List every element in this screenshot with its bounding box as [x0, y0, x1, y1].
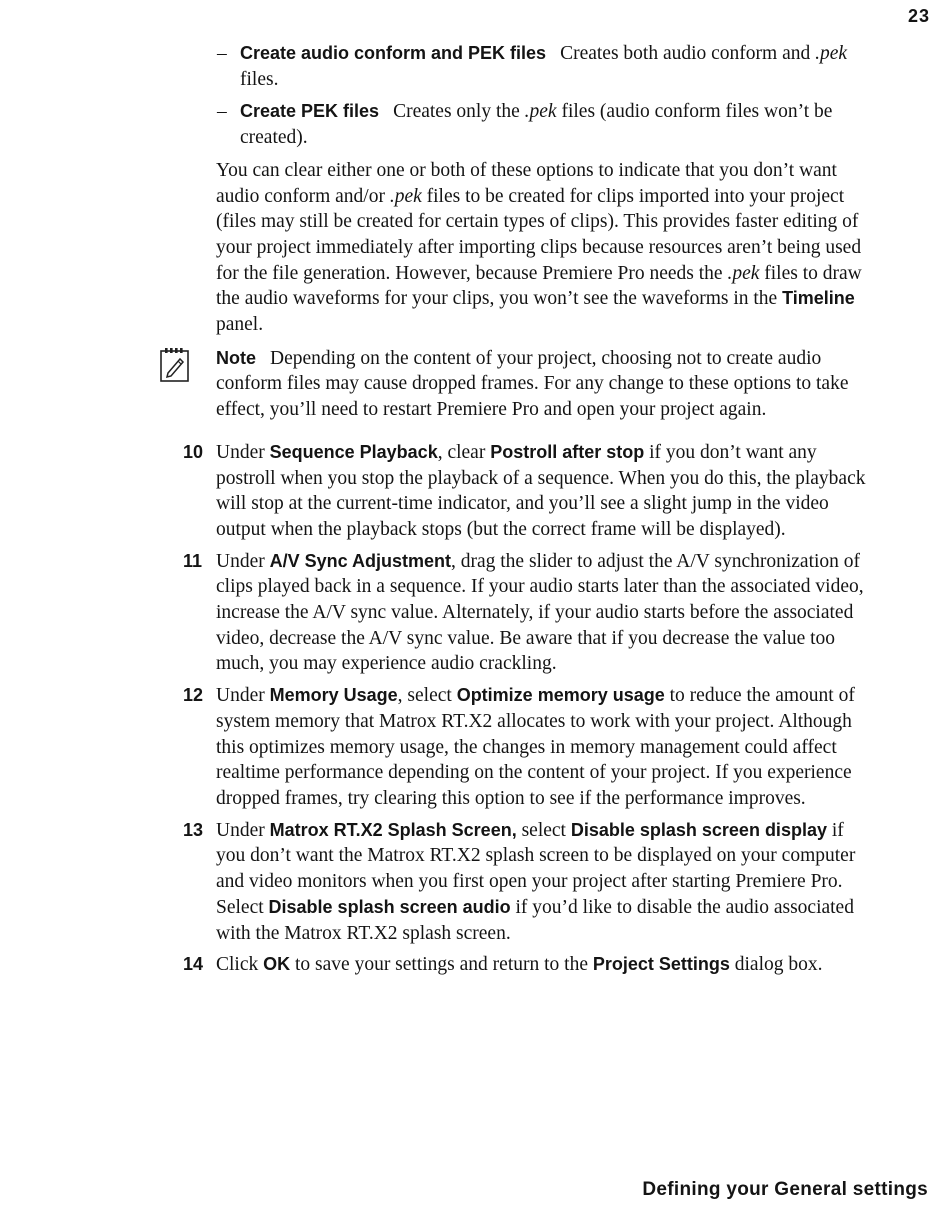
ui-term: Timeline: [782, 288, 855, 309]
step-text: Under: [216, 550, 270, 572]
ui-term: Postroll after stop: [490, 441, 645, 462]
step-text: dialog box.: [729, 954, 823, 976]
ui-term: Optimize memory usage: [456, 685, 665, 706]
step-text: to reduce the amount of system memory that Matrox RT.X2 allocates to work with your project. Although this optimizes memory usage, the changes in memory management could affect realtime performance depending on the content of your project. If you experience dropped frames, try clearing this option to see if the performance improves.: [216, 685, 855, 809]
step-item: [183, 549, 868, 678]
step-text: Under: [216, 441, 270, 463]
step-item: [183, 440, 868, 543]
bullet-create-audio-conform-and-pek: [217, 41, 868, 92]
notepad-pencil-icon: [159, 347, 191, 391]
paragraph-text: You can clear either one or both of these options to indicate that you don’t want audio conform and/or: [216, 159, 837, 207]
step-number: 10: [183, 441, 204, 462]
running-footer: Defining your General settings: [642, 1179, 928, 1200]
paragraph-text: panel.: [216, 314, 264, 336]
ui-term: OK: [263, 954, 291, 975]
step-number: 11: [183, 550, 203, 571]
bullet-desc: Creates only the: [393, 101, 525, 123]
paragraph-text: files to be created for clips imported into your project (files may still be created for certain types of clips). This provides faster editing of your project immediately after importing clips because resources aren’t being used for the file generation. However, because Premiere Pro needs the: [216, 185, 862, 284]
step-text: if you’d like to disable the audio associated with the Matrox RT.X2 splash screen.: [216, 896, 854, 944]
file-extension: .pek: [727, 262, 760, 284]
file-extension: .pek: [524, 101, 557, 123]
step-item: [183, 818, 868, 947]
step-text: Under: [216, 819, 270, 841]
ui-term: Disable splash screen display: [570, 819, 827, 840]
bullet-term: Create PEK files: [240, 101, 380, 122]
step-item: [183, 952, 868, 978]
step-number: 12: [183, 685, 204, 706]
bullet-desc: Creates both audio conform and: [560, 43, 816, 64]
note-block: [216, 346, 868, 423]
bullet-dash: –: [217, 43, 227, 64]
page-content: [0, 41, 950, 984]
ui-term: Disable splash screen audio: [268, 896, 511, 917]
step-number: 14: [183, 954, 204, 975]
step-text: , drag the slider to adjust the A/V synchronization of clips played back in a sequence. If your audio starts later than the associated video, increase the A/V sync value. Alternately, if your audio starts before the associated video, decrease the A/V sync value. Be aware that if you decrease the value too much, you may experience audio crackling.: [216, 550, 864, 675]
ui-term: Matrox RT.X2 Splash Screen,: [269, 819, 517, 840]
paragraph-text: files to draw the audio waveforms for your clips, you won’t see the waveforms in the: [216, 262, 862, 310]
step-text: if you don’t want the Matrox RT.X2 splash screen to be displayed on your computer and video monitors when you first open your project after starting Premiere Pro. Select: [216, 819, 856, 918]
body-paragraph: [216, 158, 868, 338]
note-text: Depending on the content of your project, choosing not to create audio conform files may cause dropped frames. For any change to these options to take effect, you’ll need to restart Premiere Pro and open your project again.: [216, 347, 849, 421]
bullet-desc: files.: [240, 68, 279, 90]
ui-term: Memory Usage: [269, 685, 398, 706]
step-item: [183, 683, 868, 812]
ui-term: Sequence Playback: [269, 441, 438, 462]
bullet-create-pek-files: [217, 99, 868, 150]
ui-term: A/V Sync Adjustment: [269, 550, 451, 571]
step-text: Click: [216, 954, 264, 976]
bullet-desc: files (audio conform files won’t be created).: [240, 101, 833, 149]
file-extension: .pek: [389, 185, 422, 207]
step-text: select: [516, 819, 571, 841]
bullet-dash: –: [217, 101, 227, 123]
step-text: to save your settings and return to the: [290, 954, 593, 976]
ui-term: Project Settings: [592, 954, 730, 975]
step-list: [0, 440, 950, 978]
bullet-term: Create audio conform and PEK files: [240, 43, 547, 63]
file-extension: .pek: [815, 43, 848, 64]
page-number: 23: [907, 6, 930, 26]
note-label: Note: [216, 347, 256, 368]
step-text: , select: [397, 685, 457, 707]
step-number: 13: [183, 819, 204, 840]
step-text: if you don’t want any postroll when you stop the playback of a sequence. When you do this, the playback will stop at the current-time indicator, and you’ll see a slight jump in the video output when the playback stops (but the correct frame will be displayed).: [216, 441, 866, 540]
step-text: , clear: [437, 441, 491, 463]
step-text: Under: [216, 685, 270, 707]
